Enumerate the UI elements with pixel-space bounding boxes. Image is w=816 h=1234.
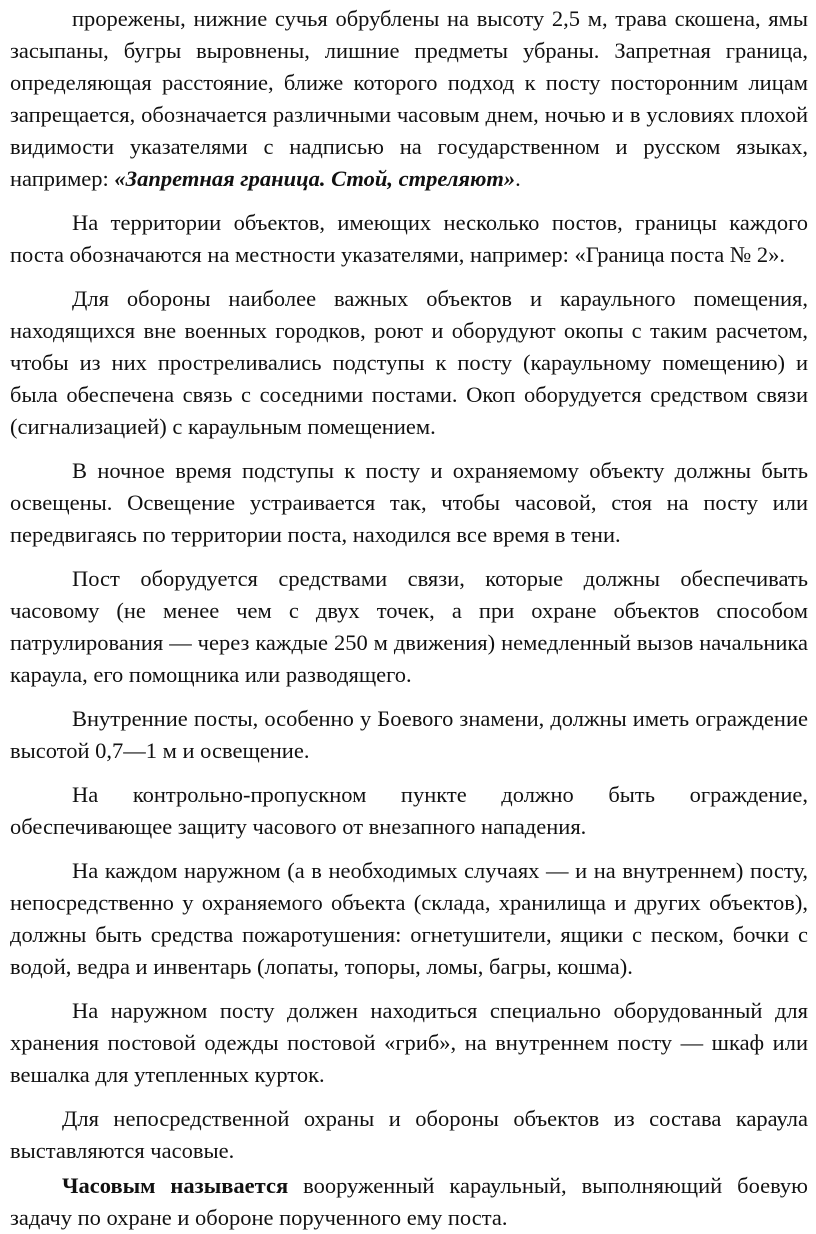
sign-text-emphasis: «Запретная граница. Стой, стреляют»: [114, 166, 516, 191]
paragraph-text: прорежены, нижние сучья обрублены на высоту 2,5 м, трава скошена, ямы засыпаны, бугры выровнены, лишние предметы убраны. Запретная граница, определяющая расстояние, ближе которого подход к посту посторонним лицам запрещается, обозначается различными часовым днем, ночью и в условиях плохой видимости указателями с надписью на государственном и русском языках, например:: [10, 6, 808, 191]
paragraph-clothing-storage: На наружном посту должен находиться специально оборудованный для хранения постовой одежды постовой «гриб», на внутреннем посту — шкаф или вешалка для утепленных курток.: [10, 998, 808, 1087]
definition-term: Часовым называется: [62, 1173, 289, 1198]
paragraph-internal-posts: Внутренние посты, особенно у Боевого знамени, должны иметь ограждение высотой 0,7—1 м и освещение.: [10, 706, 808, 763]
paragraph-restricted-border: [10, 3, 808, 195]
definition-text: вооруженный караульный, выполняющий боевую задачу по охране и обороне порученного ему поста.: [10, 1173, 808, 1230]
paragraph-trenches: Для обороны наиболее важных объектов и караульного помещения, находящихся вне военных городков, роют и оборудуют окопы с таким расчетом, чтобы из них простреливались подступы к посту (караульному помещению) и была обеспечена связь с соседними постами. Окоп оборудуется средством связи (сигнализацией) с караульным помещением.: [10, 286, 808, 439]
paragraph-checkpoint: На контрольно-пропускном пункте должно быть ограждение, обеспечивающее защиту часового от внезапного нападения.: [10, 782, 808, 839]
paragraph-sentry-definition: [10, 1170, 808, 1234]
paragraph-tail: .: [515, 166, 521, 191]
paragraph-sentries: Для непосредственной охраны и обороны объектов из состава караула выставляются часовые.: [10, 1106, 808, 1163]
paragraph-communication: Пост оборудуется средствами связи, которые должны обеспечивать часовому (не менее чем с двух точек, а при охране объектов способом патрулирования — через каждые 250 м движения) немедленный вызов начальника караула, его помощника или разводящего.: [10, 566, 808, 687]
paragraph-lighting: В ночное время подступы к посту и охраняемому объекту должны быть освещены. Освещение устраивается так, чтобы часовой, стоя на посту или передвигаясь по территории поста, находился все время в тени.: [10, 458, 808, 547]
paragraph-post-borders: На территории объектов, имеющих несколько постов, границы каждого поста обозначаются на местности указателями, например: «Граница поста № 2».: [10, 210, 808, 267]
paragraph-fire-equipment: На каждом наружном (а в необходимых случаях — и на внутреннем) посту, непосредственно у охраняемого объекта (склада, хранилища и других объектов), должны быть средства пожаротушения: огнетушители, ящики с песком, бочки с водой, ведра и инвентарь (лопаты, топоры, ломы, багры, кошма).: [10, 858, 808, 979]
